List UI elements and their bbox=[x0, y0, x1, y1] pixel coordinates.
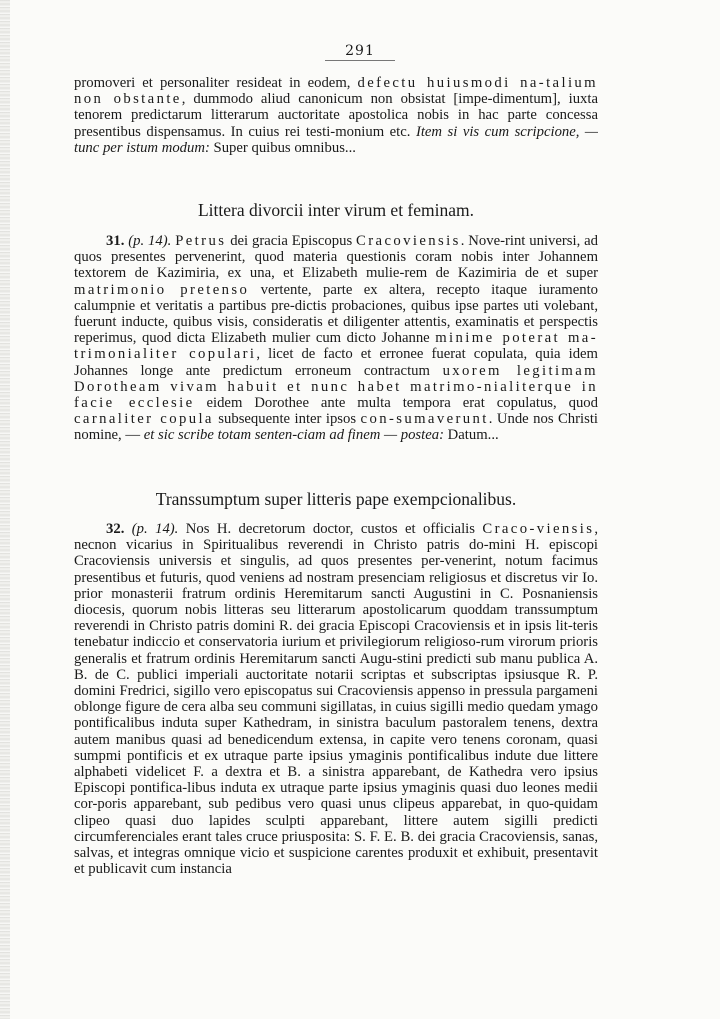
item-number-32: 32. bbox=[106, 521, 125, 537]
p31-text-f: vertente, parte ex altera, recepto itaque iuramento calumpnie et veritatis a partibus pre-dictis probaciones, quibus ipse partes uti volebant, fuerunt inducte, quibus visis, consideratis et diligenter attentis, examinatis et perspectis reperimus, quod dicta Elizabeth mulier cum dicto Johanne bbox=[74, 281, 598, 347]
p31-text-j: eidem Dorothee ante multa tempora erat copulatus, quod bbox=[194, 395, 598, 412]
p31-text-l: subsequente inter ipsos bbox=[213, 411, 361, 428]
p31-spaced-minime: minime poterat ma-trimonialiter copulari bbox=[74, 330, 599, 363]
intro-text-e: Super quibus omnibus... bbox=[209, 139, 356, 156]
p31-text-n: . Unde nos Christi nomine, — bbox=[74, 411, 598, 444]
p31-italic-instruction: et sic scribe totam senten-ciam ad finem — postea: bbox=[143, 427, 444, 444]
page-number: 291 bbox=[0, 43, 720, 61]
p31-text-h: , licet de facto et erronee fuerat copulata, quia idem Johannes longe ante predictum erroneum contractum bbox=[74, 346, 598, 379]
heading-transsumptum: Transsumptum super litteris pape exempcionalibus. bbox=[155, 489, 517, 509]
heading-littera-divorcii: Littera divorcii inter virum et feminam. bbox=[197, 200, 475, 220]
p31-spaced-carnaliter: carnaliter copula bbox=[74, 411, 214, 428]
p31-spaced-matrimonio: matrimonio pretenso bbox=[74, 281, 250, 298]
item-number-31: 31. bbox=[106, 233, 125, 249]
paragraph-32 bbox=[74, 521, 598, 877]
intro-text-c: , dummodo aliud canonicum non obsistat [impe-dimentum], iuxta tenorem predictarum litterarum auctoritate apostolica nobis in hac parte concessa presentibus dispensamus. In cuius rei testi-monium etc. bbox=[74, 91, 598, 140]
intro-italic-instruction: Item si vis cum scripcione, — tunc per istum modum: bbox=[74, 123, 598, 156]
p32-text-a: Nos H. decretorum doctor, custos et officialis bbox=[185, 521, 483, 537]
p31-spaced-petrus: Petrus bbox=[175, 233, 227, 249]
p32-text-c: , necnon vicarius in Spiritualibus reverendi in Christo patris do-mini H. episcopi Cracoviensis universis et singulis, ad quos presentes per-venerint, notum facimus presentibus et futuris, quod veniens ad nostram presenciam religiosus et discretus vir Io. prior monasterii fratrum ordinis Heremitarum sancti Augustini in C. Posnaniensis diocesis, quorum nobis litteras seu litterarum apostolicarum quoddam transsumptum reverendi in Christo patris domini R. dei gracia Episcopi Cracoviensis et in ipsis lit-teris tenebatur indiccio et conservatoria iurium et privilegiorum religioso-rum virorum prioris generalis et fratrum ordinis Heremitarum sancti Augu-stini predicti sub manu publica A. B. de C. publici imperiali auctoritate notarii scriptas et subscriptas ipsiusque R. P. domini Fredrici, sigillo vero episcopatus sui Cracoviensis appenso in pressula pargameni oblonge figure de cera alba seu communi sigillatas, in cuius sigilli medio quedam ymago pontificalibus induta super Kathedram, in sinistra baculum pastoralem tenens, dextra autem manibus quasi ad benedicendum extensa, in capite vero tenens coronam, quasi sumpmi pontificis et ex utraque parte ipsius ymaginis pontificalibus indute due littere alphabeti videlicet F. a dextra et B. a sinistra apparebant, de Kathedra vero ipsius Episcopi pontifica-libus induta ex utraque parte ipsius ymaginis quasi duo leones medii cor-poris apparebant, sub pedibus vero quasi unus clipeus apparebat, in quo-quidam clipeo quasi duo lapides sculpti apparebant, littere autem sigilli predicti circumferenciales erant tales cruce priusposita: S. F. E. B. dei gracia Cracoviensis, sanas, salvas, et integras omnique vicio et suspicione carentes produxit et exhibuit, presentavit et publicavit cum instancia bbox=[74, 521, 599, 878]
p31-text-p: Datum... bbox=[444, 427, 499, 444]
paragraph-31 bbox=[74, 233, 598, 444]
p31-spaced-uxorem: uxorem legitimam Dorotheam vivam habuit et nunc habet matrimo-nialiterque in facie ecclesie bbox=[74, 362, 599, 412]
p31-text-b: dei gracia Episcopus bbox=[226, 233, 357, 249]
p31-spaced-cracoviensis: Cracoviensis bbox=[356, 233, 461, 249]
page-reference-32: (p. 14). bbox=[131, 521, 179, 537]
page-reference-31: (p. 14). bbox=[128, 233, 172, 249]
p31-spaced-consumaverunt: con-sumaverunt bbox=[360, 411, 489, 428]
p31-text-d: . Nove-rint universi, ad quos presentes pervenerint, quod materia questionis coram nobis inter Johannem textorem de Kazimiria, ex una, et Elizabeth mulie-rem de Kazimiria de et super bbox=[74, 233, 598, 282]
paragraph-intro bbox=[74, 75, 598, 156]
p32-spaced-cracoviensis: Craco-viensis bbox=[482, 521, 595, 537]
scan-binding-edge bbox=[0, 0, 10, 1019]
intro-text-a: promoveri et personaliter resideat in eodem, bbox=[74, 75, 358, 91]
intro-spaced-phrase: defectu huiusmodi na-talium non obstante bbox=[74, 75, 598, 108]
